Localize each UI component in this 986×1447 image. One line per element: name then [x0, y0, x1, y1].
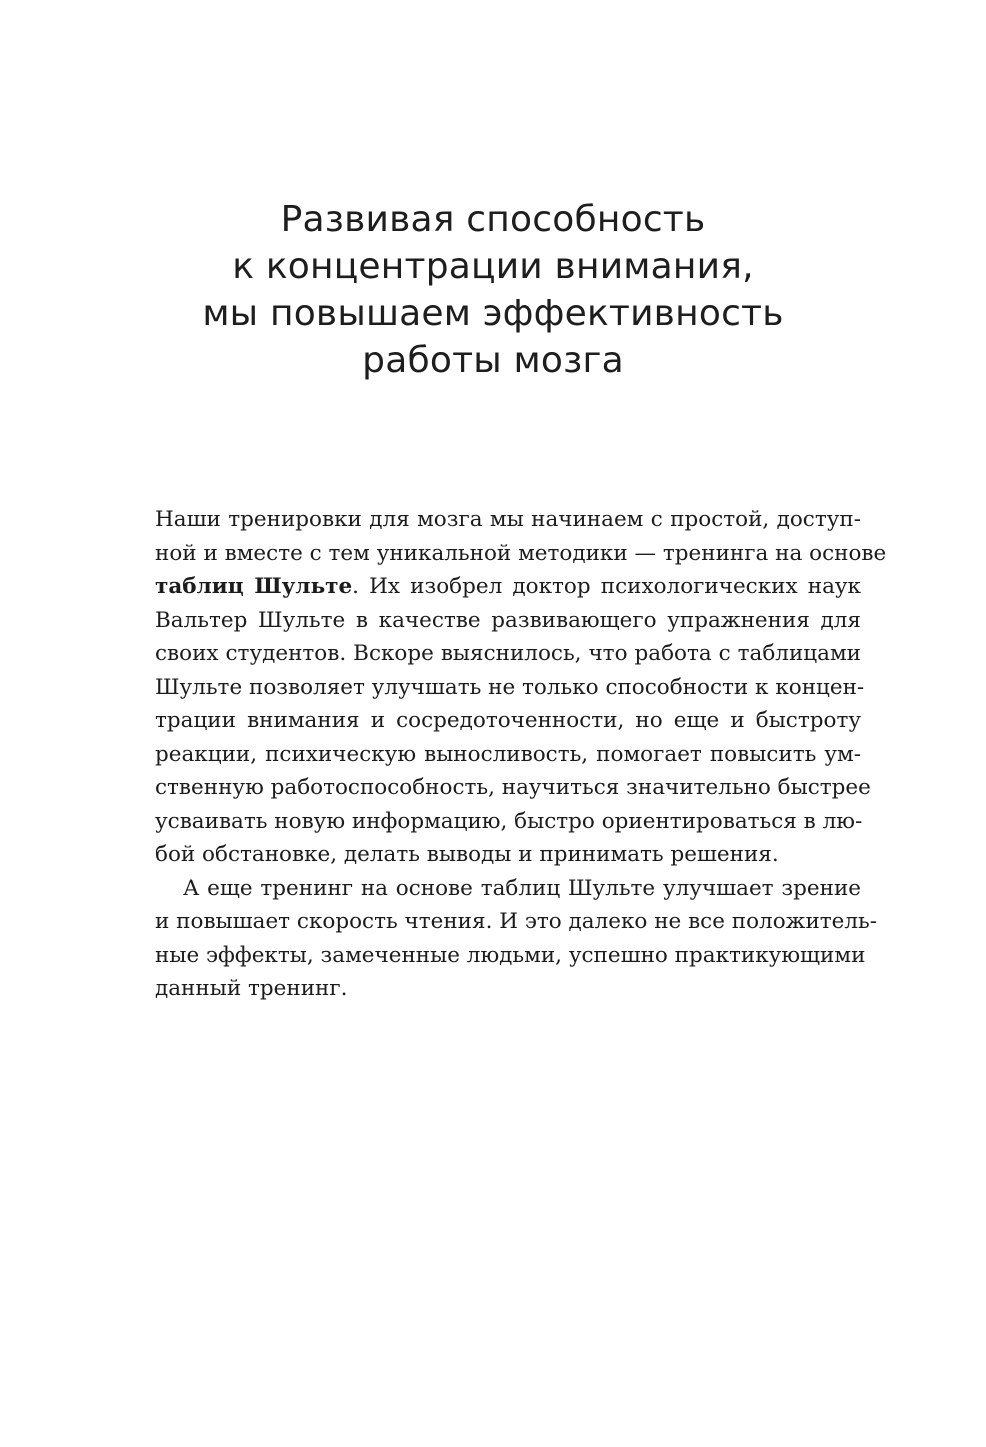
text-line: трации внимания и сосредоточенности, но еще и быстроту	[155, 708, 861, 733]
text-line: ной и вместе с тем уникальной методики — тренинга на основе	[155, 540, 887, 566]
body-text	[155, 503, 887, 1006]
text-line: усваивать новую информацию, быстро ориентироваться в лю-	[155, 808, 863, 834]
text-line: реакции, психическую выносливость, помогает повысить ум-	[155, 741, 861, 767]
heading-line: Развивая способность	[280, 199, 706, 240]
text-line: ственную работоспособность, научиться значительно быстрее	[155, 775, 871, 800]
text-line: Вальтер Шульте в качестве развивающего упражнения для	[155, 607, 861, 633]
text-line: бой обстановке, делать выводы и принимать решения.	[155, 842, 779, 867]
heading-line: мы повышаем эффективность	[202, 293, 784, 334]
text-line: ные эффекты, замеченные людьми, успешно практикующими	[155, 942, 866, 968]
text-line: А еще тренинг на основе таблиц Шульте улучшает зрение	[183, 875, 861, 901]
text-fragment: . Их изобрел доктор психологических наук	[352, 574, 861, 599]
text-line: Шульте позволяет улучшать не только способности к концен-	[155, 674, 865, 700]
bold-term: таблиц Шульте	[155, 574, 353, 599]
text-line	[155, 570, 861, 604]
paragraph-2	[155, 872, 878, 1006]
text-line: своих студентов. Вскоре выяснилось, что работа с таблицами	[155, 641, 861, 666]
text-line: и повышает скорость чтения. И это далеко не все положитель-	[155, 909, 878, 934]
chapter-heading	[0, 196, 986, 384]
text-line: Наши тренировки для мозга мы начинаем с простой, доступ-	[155, 507, 861, 532]
heading-line: к концентрации внимания,	[232, 246, 754, 287]
paragraph-1	[155, 503, 887, 872]
text-line: данный тренинг.	[155, 976, 348, 1001]
heading-line: работы мозга	[362, 340, 624, 381]
